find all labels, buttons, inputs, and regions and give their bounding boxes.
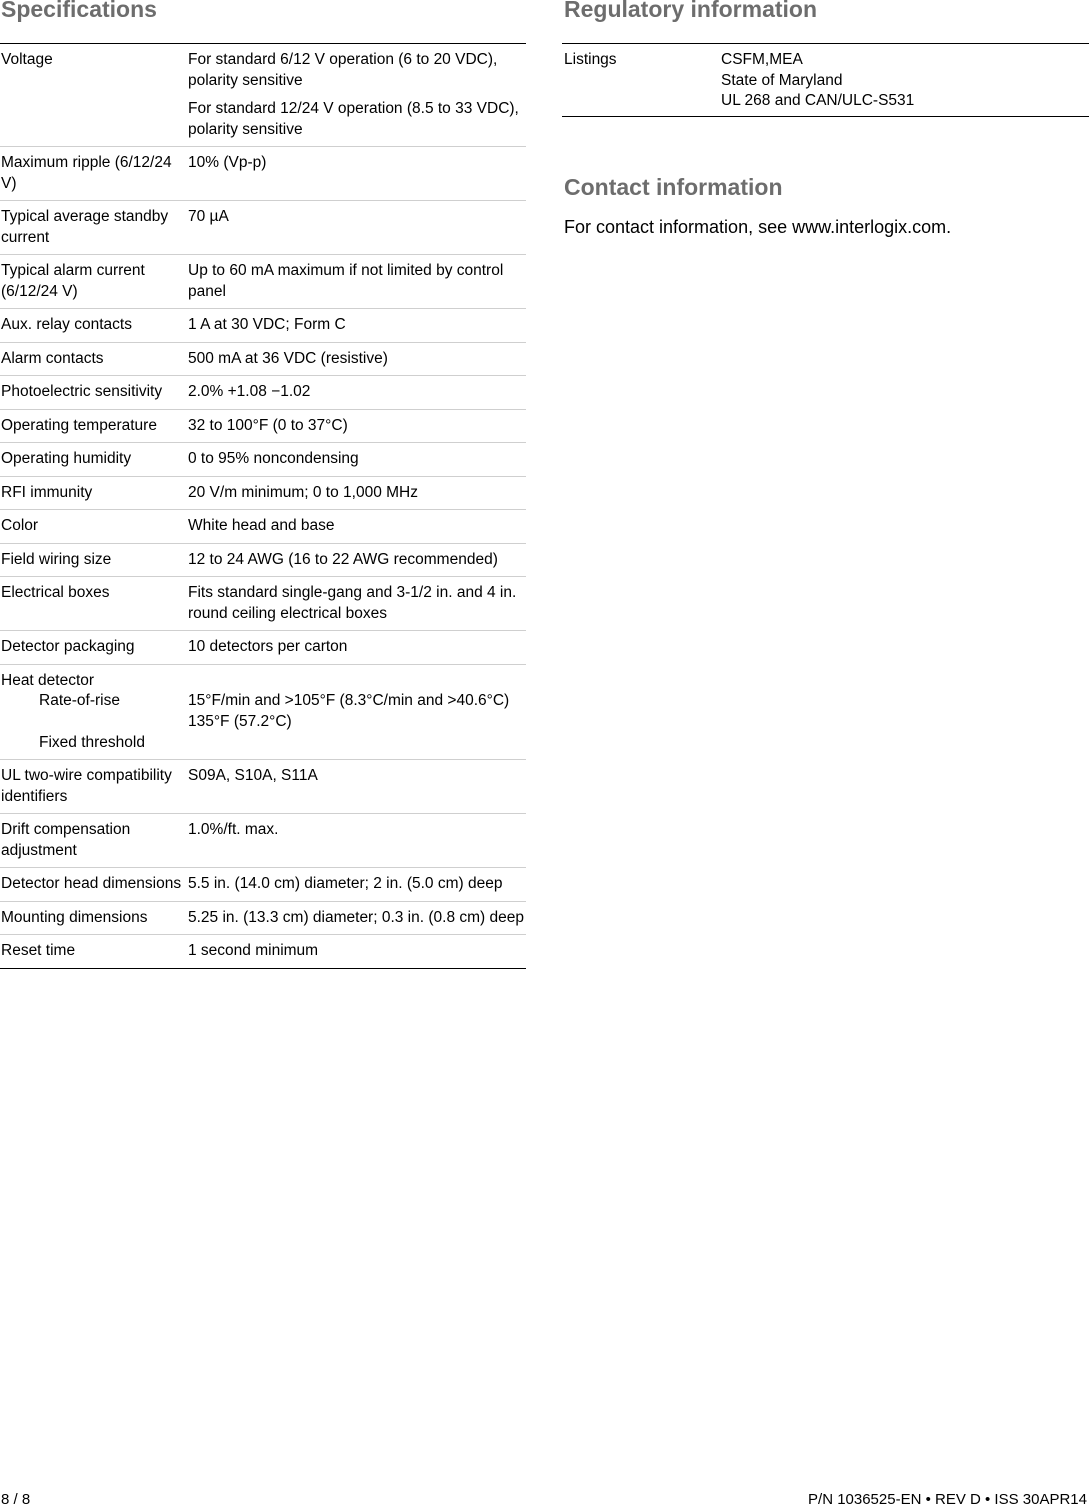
spec-label: UL two-wire compatibility identifiers [1,767,172,805]
spec-value-line: For standard 6/12 V operation (6 to 20 VDC), polarity sensitive [188,51,498,89]
table-row [0,476,526,510]
contact-text: For contact information, see www.interlogix.com. [564,217,952,237]
spec-label [0,671,188,754]
spec-value: White head and base [188,517,335,534]
spec-label: Typical alarm current (6/12/24 V) [1,262,145,300]
spec-subvalue: 15°F/min and >105°F (8.3°C/min and >40.6°C) [188,692,510,709]
spec-sublabel: Fixed threshold [39,733,145,751]
table-row [0,759,526,813]
spec-value: 1 A at 30 VDC; Form C [188,316,346,333]
spec-label-main: Heat detector [1,671,95,689]
spec-label: Voltage [1,51,53,68]
spec-label: Color [1,517,39,534]
table-row [0,664,526,760]
spec-value: 10% (Vp-p) [188,154,267,171]
table-row [0,146,526,200]
contact-title: Contact information [564,174,783,200]
specifications-title: Specifications [1,0,157,22]
table-row [0,254,526,308]
spec-value: 5.5 in. (14.0 cm) diameter; 2 in. (5.0 cm) deep [188,875,503,892]
table-row [0,409,526,443]
spec-label: RFI immunity [1,483,93,501]
spec-value: 32 to 100°F (0 to 37°C) [188,416,348,434]
table-row [0,375,526,409]
table-row [0,934,526,968]
table-row [0,342,526,376]
spec-label: Electrical boxes [1,584,110,601]
listing-item: UL 268 and CAN/ULC-S531 [721,92,915,109]
spec-value: 10 detectors per carton [188,638,348,655]
table-row [0,901,526,935]
spec-value: 20 V/m minimum; 0 to 1,000 MHz [188,483,418,501]
spec-value: 70 µA [188,208,229,225]
spec-label: Photoelectric sensitivity [1,383,163,400]
spec-value [188,50,526,140]
spec-value: 1 second minimum [188,942,319,959]
spec-label: Aux. relay contacts [1,316,132,333]
table-row [0,543,526,577]
spec-label: Operating humidity [1,450,132,467]
table-row [0,813,526,867]
spec-value: 2.0% +1.08 −1.02 [188,383,311,400]
spec-value [188,671,526,754]
table-row [0,509,526,543]
table-row [0,867,526,901]
spec-label: Mounting dimensions [1,908,148,926]
table-row [0,442,526,476]
spec-label: Reset time [1,942,76,959]
regulatory-title: Regulatory information [564,0,818,22]
table-row [0,44,526,146]
regulatory-table [562,43,1089,117]
table-row [0,308,526,342]
spec-label: Detector head dimensions [1,875,182,892]
spec-label: Detector packaging [1,638,135,655]
spec-subvalue: 135°F (57.2°C) [188,712,292,730]
spec-value-line: For standard 12/24 V operation (8.5 to 33 VDC), polarity sensitive [188,100,519,138]
table-row [0,630,526,664]
spec-label: Field wiring size [1,550,112,568]
spec-sublabel: Rate-of-rise [39,692,120,709]
page-number: 8 / 8 [1,1491,31,1508]
spec-value: 1.0%/ft. max. [188,821,279,838]
spec-label: Alarm contacts [1,349,104,367]
spec-value: 12 to 24 AWG (16 to 22 AWG recommended) [188,550,498,568]
listing-item: State of Maryland [721,71,843,89]
document-id: P/N 1036525-EN • REV D • ISS 30APR14 [808,1491,1087,1508]
spec-value: 5.25 in. (13.3 cm) diameter; 0.3 in. (0.8 cm) deep [188,908,524,926]
table-row [0,576,526,630]
listings-label: Listings [564,51,617,68]
spec-label: Operating temperature [1,416,157,434]
specifications-table [0,43,526,969]
spec-label: Drift compensation adjustment [1,821,131,859]
spec-label: Maximum ripple (6/12/24 V) [1,154,172,192]
spec-value: 0 to 95% noncondensing [188,450,359,467]
table-row [0,200,526,254]
spec-value: Fits standard single-gang and 3-1/2 in. and 4 in. round ceiling electrical boxes [188,584,517,622]
spec-value: 500 mA at 36 VDC (resistive) [188,349,388,367]
listings-value [721,50,914,112]
listing-item: CSFM,MEA [721,51,803,68]
spec-label: Typical average standby current [1,208,169,246]
spec-value: Up to 60 mA maximum if not limited by control panel [188,262,504,300]
spec-value: S09A, S10A, S11A [188,767,318,784]
